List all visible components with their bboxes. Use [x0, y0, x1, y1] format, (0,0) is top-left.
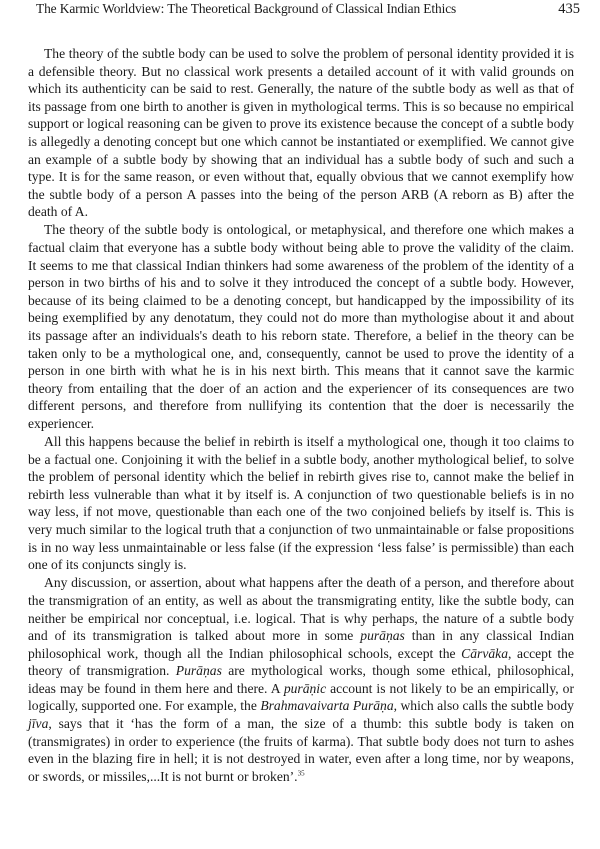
- italic-term: Brahmavaivarta Purāṇa: [260, 698, 394, 714]
- italic-term: Cārvāka: [461, 645, 508, 661]
- italic-term: jīva: [28, 716, 49, 732]
- text-run: The theory of the subtle body is ontological, or metaphysical, and therefore one which makes a factual claim that everyone has a subtle body without being able to prove the validity of the claim. It seems to me that classical Indian thinkers had some awareness of the problem of the identity of a person in two births of his and to solve it they introduced the concept of a subtle body. However, because of its being claimed to be a denoting concept, but handicapped by the impossibility of its being exemplified by any denotatum, they could not do more than mythologise about it and about its passage after an individuals's death to his reborn state. Therefore, a belief in the theory can be taken only to be a mythological one, and, consequently, cannot be used to prove the identity of a person in one birth with what he is in his next birth. This means that it cannot save the karmic theory from entailing that the doer of an action and the experiencer of its consequences are two different persons, and therefore from nullifying its contention that the doer is necessarily the experiencer.: [28, 222, 574, 431]
- text-run: , accept the theory of transmigration.: [28, 645, 574, 679]
- paragraph: [28, 574, 574, 785]
- italic-term: Purāṇas: [175, 663, 222, 679]
- running-head: [36, 0, 580, 18]
- paragraph: [28, 433, 574, 574]
- running-title: The Karmic Worldview: The Theoretical Background of Classical Indian Ethics: [36, 1, 457, 16]
- footnote-marker: 35: [297, 769, 305, 778]
- page-number: 435: [558, 1, 580, 17]
- paragraph: [28, 221, 574, 432]
- text-run: The theory of the subtle body can be used to solve the problem of personal identity provided it is a defensible theory. But no classical work presents a detailed account of it with valid grounds on which its authenticity can be said to rest. Generally, the nature of the subtle body as well as that of its passage from one birth to another is given in mythological terms. This is so because no empirical support or logical reasoning can be given to prove its existence because the concept of a subtle body is allegedly a denoting concept but one which cannot be instantiated or exemplified. We cannot give an example of a subtle body by showing that an individual has a subtle body of such and such a type. It is for the same reason, or even without that, equally obvious that we cannot exemplify how the subtle body of a person A passes into the being of the person ARB (A reborn as B) after the death of A.: [28, 46, 574, 220]
- text-run: , which also calls the subtle body: [393, 698, 574, 714]
- text-run: are mythological works, though some ethical, philosophical, ideas may be found in them here and there. A: [28, 663, 574, 696]
- text-run: Any discussion, or assertion, about what happens after the death of a person, and therefore about the transmigration of an entity, as well as about the transmigrating entity, like the subtle body, can neither be empirical nor conceptual, i.e. logical. That is why perhaps, the nature of a subtle body and of its transmigration is talked about more in some: [28, 575, 574, 644]
- italic-term: purāṇic: [283, 680, 327, 696]
- italic-term: purāṇas: [360, 628, 405, 644]
- paragraph: [28, 45, 574, 221]
- text-run: account is not likely to be an empirically, or logically, supported one. For example, the: [28, 680, 574, 714]
- text-run: than in any classical Indian philosophical work, though all the Indian philosophical schools, except the: [28, 628, 574, 661]
- text-run: , says that it ‘has the form of a man, the size of a thumb: this subtle body is taken on (transmigrates) in order to experience (the fruits of karma). That subtle body does not turn to ashes even in the blazing fire in hell; it is not destroyed in water, even after a long time, nor by weapons, or swords, or missiles,...It is not burnt or broken’.: [28, 716, 574, 784]
- text-run: All this happens because the belief in rebirth is itself a mythological one, though it too claims to be a factual one. Conjoining it with the belief in a subtle body, another mythological belief, to solve the problem of personal identity which the belief in rebirth gives rise to, cannot make the belief in rebirth less vulnerable than what it by itself is. A conjunction of two questionable beliefs is in no way less, if not move, questionable than each one of the two conjoined beliefs by itself is. This is very much similar to the logical truth that a conjunction of two unmaintainable or false propositions is in no way less unmaintainable or less false (if the expression ‘less false’ is permissible) than each one of its conjuncts singly is.: [28, 434, 574, 573]
- body-text: [28, 45, 574, 785]
